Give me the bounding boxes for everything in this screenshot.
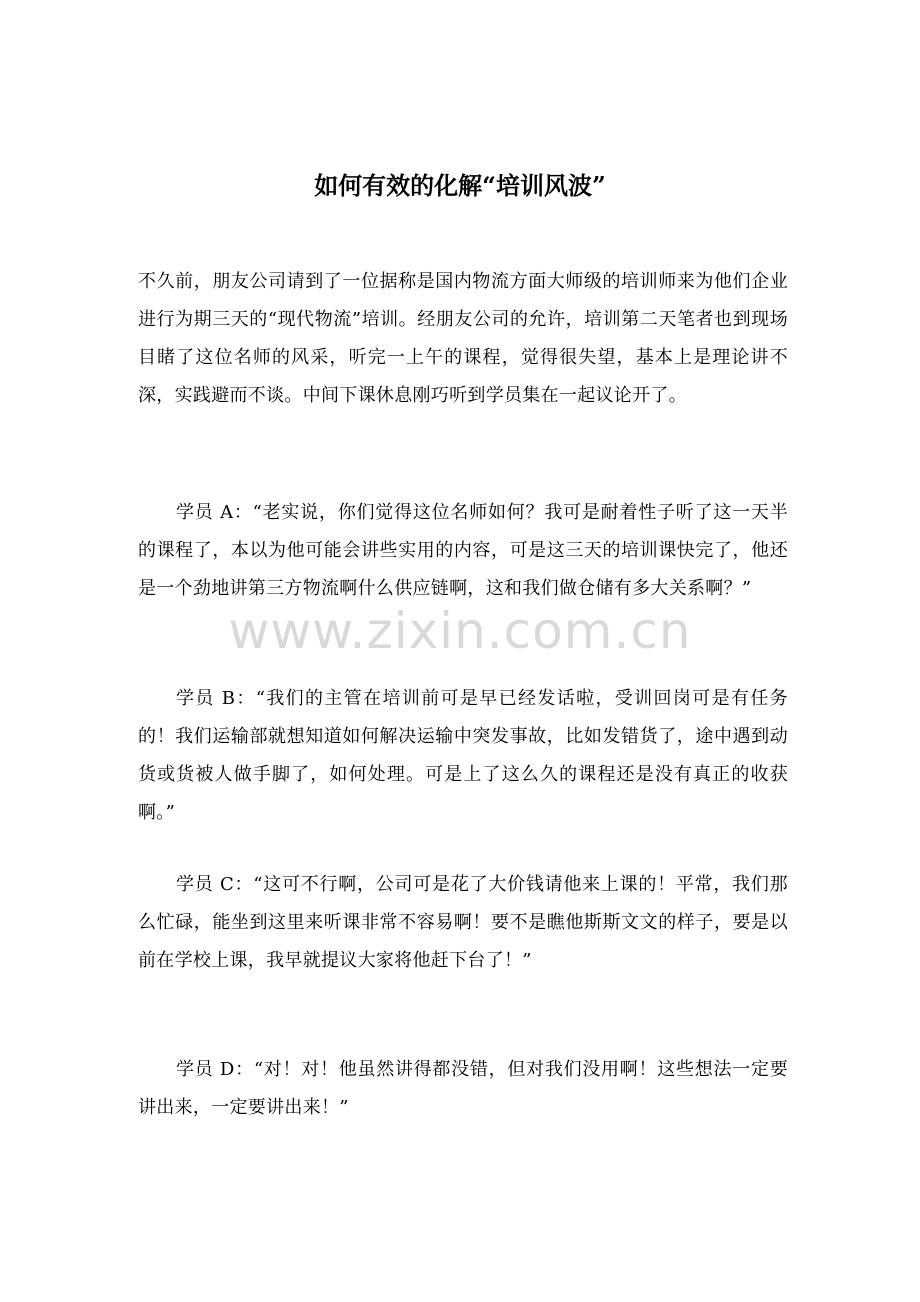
paragraph-student-b: 学员 B：“我们的主管在培训前可是早已经发话啦，受训回岗可是有任务的！我们运输部就想知道如何解决运输中突发事故，比如发错货了，途中遇到动货或货被人做手脚了，如何处理。可是上了这么久的课程还是没有真正的收获啊。”	[138, 688, 788, 823]
paragraph-student-a: 学员 A：“老实说，你们觉得这位名师如何？我可是耐着性子听了这一天半的课程了，本以为他可能会讲些实用的内容，可是这三天的培训课快完了，他还是一个劲地讲第三方物流啊什么供应链啊，这和我们做仓储有多大关系啊？”	[138, 502, 788, 599]
watermark-text: www.zixin.com.cn	[228, 602, 692, 660]
paragraph-intro: 不久前，朋友公司请到了一位据称是国内物流方面大师级的培训师来为他们企业进行为期三天的“现代物流”培训。经朋友公司的允许，培训第二天笔者也到现场目睹了这位名师的风采，听完一上午的课程，觉得很失望，基本上是理论讲不深，实践避而不谈。中间下课休息刚巧听到学员集在一起议论开了。	[138, 271, 788, 406]
document-title: 如何有效的化解“培训风波”	[314, 171, 606, 200]
paragraph-student-d: 学员 D：“对！对！他虽然讲得都没错，但对我们没用啊！这些想法一定要讲出来，一定要讲出来！”	[138, 1059, 788, 1118]
paragraph-student-c: 学员 C：“这可不行啊，公司可是花了大价钱请他来上课的！平常，我们那么忙碌，能坐到这里来听课非常不容易啊！要不是瞧他斯斯文文的样子，要是以前在学校上课，我早就提议大家将他赶下台了！”	[138, 874, 788, 971]
